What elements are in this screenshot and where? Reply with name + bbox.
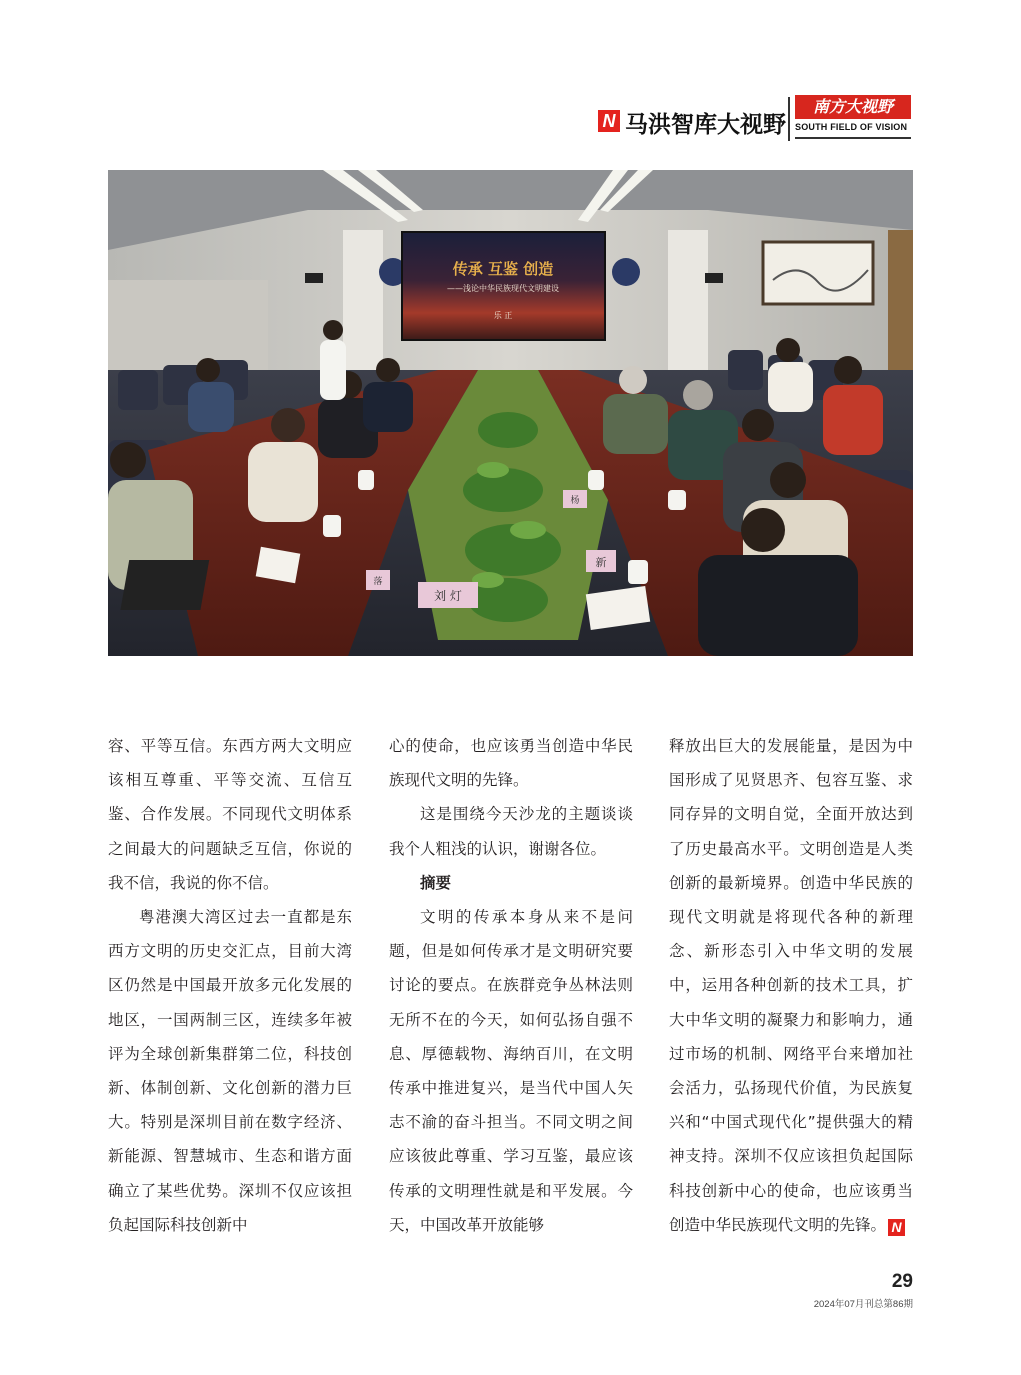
magazine-logo-icon: N [598,110,620,132]
name-card-3: 杨 [570,496,580,506]
paragraph [669,729,913,1242]
name-card-4: 落 [373,577,383,587]
paragraph: 文明的传承本身从来不是问题，但是如何传承才是文明研究要讨论的要点。在族群竞争丛林法则无所不在的今天，如何弘扬自强不息、厚德载物、海纳百川，在文明传承中推进复兴，是当代中国人矢志不渝的奋斗担当。不同文明之间应该彼此尊重、学习互鉴，最应该传承的文明理性就是和平发展。今天，中国改革开放能够 [389,908,633,1234]
meeting-photo-illustration [108,170,913,656]
issue-info: 2024年07月刊总第86期 [813,1299,913,1310]
end-mark-icon: N [888,1219,905,1236]
name-card-1: 刘 灯 [434,589,462,603]
paragraph-text: 释放出巨大的发展能量，是因为中国形成了见贤思齐、包容互鉴、求同存异的文明自觉，全面开放达到了历史最高水平。文明创造是人类创新的最新境界。创造中华民族的现代文明就是将现代各种的新理念、新形态引入中华文明的发展中，运用各种创新的技术工具，扩大中华文明的凝聚力和影响力，通过市场的机制、网络平台来增加社会活力，弘扬现代价值，为民族复兴和“中国式现代化”提供强大的精神支持。深圳不仅应该担负起国际科技创新中心的使命，也应该勇当创造中华民族现代文明的先锋。 [669,737,913,1234]
brand-logo: 南方大视野 [795,95,911,119]
text-column-3 [669,729,913,1242]
text-column-1 [108,729,352,1242]
header-divider [788,97,790,141]
brand-underline [795,137,911,139]
name-card-2: 新 [595,556,607,569]
text-column-2 [389,729,633,1242]
column-title: 马洪智库大视野 [625,111,786,138]
paragraph: 心的使命，也应该勇当创造中华民族现代文明的先锋。 [389,737,633,790]
paragraph: 容、平等互信。东西方两大文明应该相互尊重、平等交流、互信互鉴、合作发展。不同现代文明体系之间最大的问题缺乏互信，你说的我不信，我说的你不信。 [108,737,352,892]
meeting-photo [108,170,913,656]
brand-english-name: SOUTH FIELD OF VISION [795,122,908,132]
column-header [598,93,914,143]
screen-title: 传承 互鉴 创造 [452,260,554,278]
screen-speaker: 乐 正 [493,311,513,320]
paragraph: 这是围绕今天沙龙的主题谈谈我个人粗浅的认识，谢谢各位。 [389,805,633,858]
section-heading: 摘要 [420,873,452,892]
screen-subtitle: ——浅论中华民族现代文明建设 [447,284,559,293]
paragraph: 粤港澳大湾区过去一直都是东西方文明的历史交汇点，目前大湾区仍然是中国最开放多元化发展的地区，一国两制三区，连续多年被评为全球创新集群第二位，科技创新、体制创新、文化创新的潜力巨大。特别是深圳目前在数字经济、新能源、智慧城市、生态和谐方面确立了某些优势。深圳不仅应该担负起国际科技创新中 [108,908,352,1234]
page-number: 29 [891,1271,913,1292]
